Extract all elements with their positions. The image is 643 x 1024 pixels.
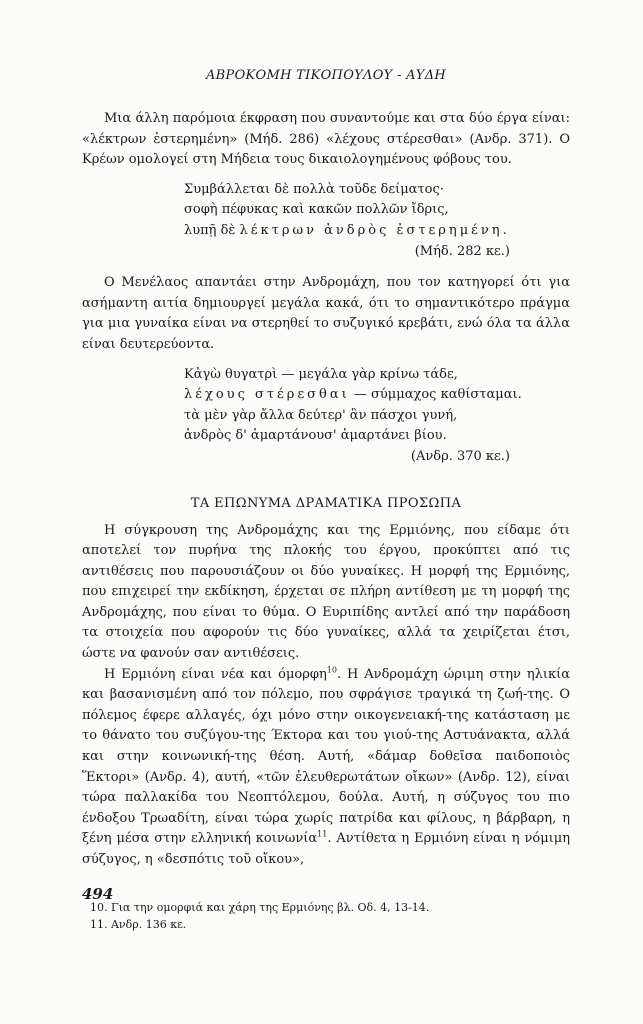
- quote-andromache-reference: (Ανδρ. 370 κε.): [410, 448, 510, 464]
- quote-andromache: [184, 365, 570, 468]
- footnote-11: 11. Ανδρ. 136 κε.: [90, 917, 187, 931]
- quote-andromache-line-3: τὰ μὲν γὰρ ἄλλα δεύτερ' ἂν πάσχοι γυνή,: [184, 407, 458, 423]
- paragraph-2: Ο Μενέλαος απαντάει στην Ανδρομάχη, που τον κατηγορεί ότι για ασήμαντη αιτία δημιουργεί μεγάλα κακά, ότι το σημαντικότερο πράγμα για μια γυναίκα είναι να στερηθεί το συζυγικό κρεβάτι, ενώ όλα τα άλλα είναι δευτερεύοντα.: [82, 275, 570, 352]
- quote-medea-line-1: Συμβάλλεται δὲ πολλὰ τοῦδε δείματος·: [184, 181, 444, 197]
- footnotes: [82, 899, 570, 933]
- page-number: 494: [82, 885, 114, 903]
- quote-medea-line-2: σοφὴ πέφυκας καὶ κακῶν πολλῶν ἴδρις,: [184, 202, 449, 218]
- quote-medea: [184, 180, 570, 262]
- quote-medea-reference: (Μήδ. 282 κε.): [414, 243, 510, 259]
- running-head: ΑΒΡΟΚΟΜΗ ΤΙΚΟΠΟΥΛΟΥ - ΑΥΔΗ: [205, 68, 447, 83]
- paragraph-4: [82, 665, 570, 871]
- footnote-ref-11: 11: [317, 830, 328, 840]
- quote-andromache-line-2: [184, 385, 570, 406]
- paragraph-1: Μια άλλη παρόμοια έκφραση που συναντούμε και στα δύο έργα είναι: «λέκτρων ἐστερημένη» (Μήδ. 286) «λέχους στέρεσθαι» (Ανδρ. 371). Ο Κρέων ομολογεί στη Μήδεια τους δικαιολογημένους φόβους του.: [82, 111, 570, 168]
- footnote-10: 10. Για την ομορφιά και χάρη της Ερμιόνης βλ. Οδ. 4, 13-14.: [90, 900, 430, 914]
- quote-medea-line-3: [184, 221, 570, 242]
- paragraph-4-end: . Αντίθετα η Ερμιόνη είναι η νόμιμη σύζυγος, η «δεσπότις τοῦ οἴκου»,: [82, 831, 570, 867]
- quote-medea-line-3-start: λυπῇ δὲ: [184, 222, 240, 238]
- paragraph-4-start: Η Ερμιόνη είναι νέα και όμορφη: [104, 666, 327, 682]
- quote-andromache-line-2-end: — σύμμαχος καθίσταμαι.: [349, 387, 522, 403]
- page-body: [82, 68, 570, 933]
- paragraph-4-middle: . Η Ανδρομάχη ώριμη στην ηλικία και βασανισμένη από τον πόλεμο, που σφράγισε τραγικά τη ζωή-της. Ο πόλεμος έφερε αλλαγές, όχι μόνο στην οικογενειακή-της κατάσταση με το θάνατο του συζύγου-της Έκτορα και του γιού-της Αστυάνακτα, αλλά και στην κοινωνική-της θέση. Αυτή, «δάμαρ δοθεῖσα παιδοποιὸς Ἕκτορι» (Ανδρ. 4), αυτή, «τῶν ἐλευθερωτάτων οἴκων» (Ανδρ. 12), είναι τώρα παλλακίδα του Νεοπτόλεμου, δούλα. Αυτή, η σύζυγος του πιο ένδοξου Τρωαδίτη, είναι τώρα χωρίς πατρίδα και φίλους, η βάρβαρη, η ξένη μέσα στην ελληνική κοινωνία: [82, 666, 570, 847]
- quote-andromache-line-1: Κἀγὼ θυγατρὶ — μεγάλα γὰρ κρίνω τάδε,: [184, 366, 458, 382]
- quote-medea-line-3-emphasis: λέκτρων ἀνδρὸς ἐστερημένη.: [239, 222, 510, 238]
- section-title: ΤΑ ΕΠΩΝΥΜΑ ΔΡΑΜΑΤΙΚΑ ΠΡΟΣΩΠΑ: [190, 495, 462, 511]
- paragraph-3: Η σύγκρουση της Ανδρομάχης και της Ερμιόνης, που είδαμε ότι αποτελεί τον πυρήνα της πλοκής του έργου, προκύπτει από τις αντιθέσεις που παρουσιάζουν οι δύο γυναίκες. Η μορφή της Ερμιόνης, που επιχειρεί την εκδίκηση, έρχεται σε πλήρη αντίθεση με τη μορφή της Ανδρομάχης, που είναι το θύμα. Ο Ευριπίδης αντλεί από την παράδοση τα στοιχεία που αφορούν τις δύο γυναίκες, αλλά τα χειρίζεται έτσι, ώστε να φανούν σαν αντιθέσεις.: [82, 522, 570, 662]
- quote-andromache-line-2-emphasis: λέχους στέρεσθαι: [184, 387, 350, 403]
- quote-andromache-line-4: ἀνδρὸς δ' ἁμαρτάνουσ' ἁμαρτάνει βίου.: [184, 428, 447, 444]
- footnote-ref-10: 10: [326, 665, 337, 675]
